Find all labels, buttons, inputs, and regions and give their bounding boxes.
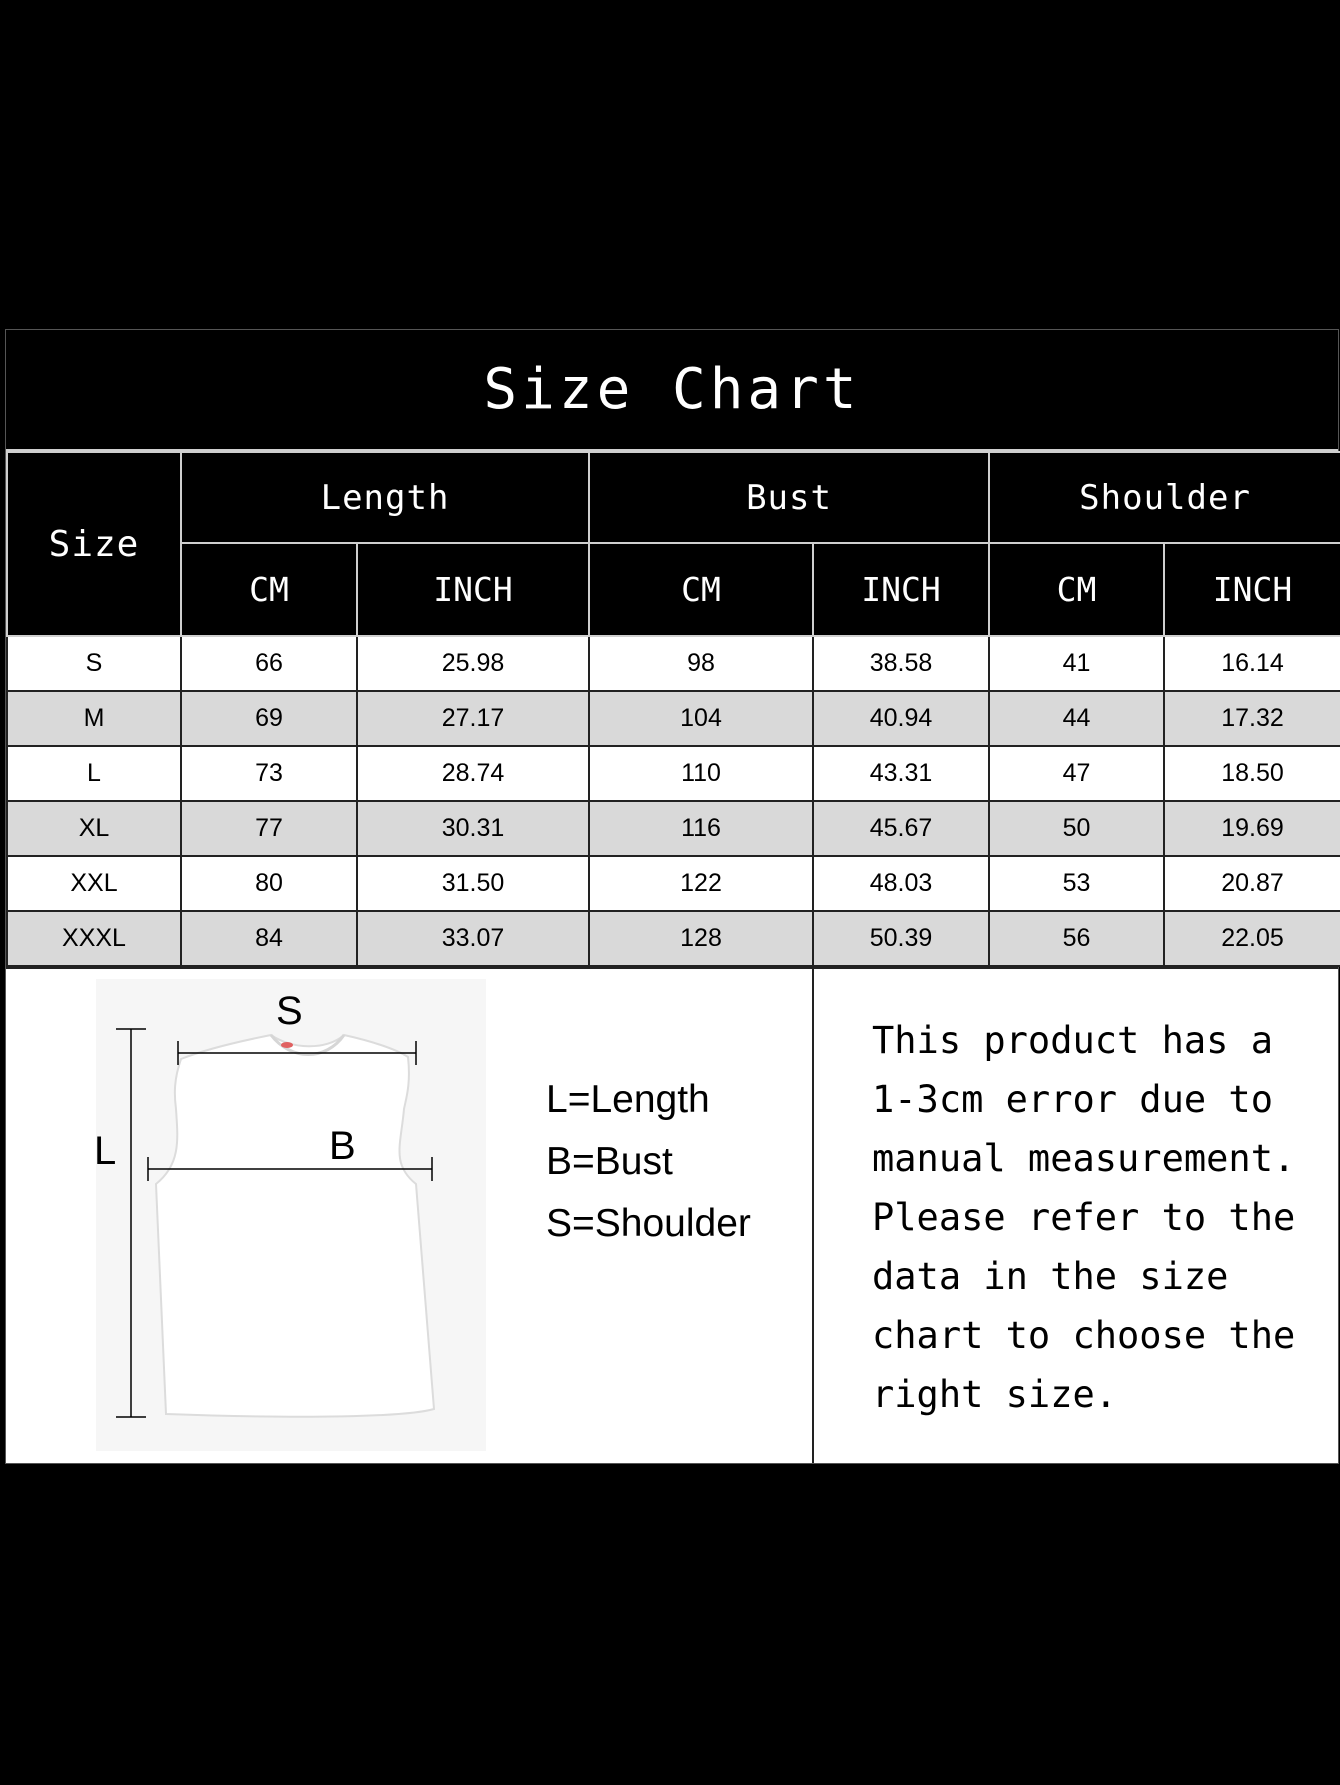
length-cm-cell: 80 bbox=[181, 856, 357, 911]
legend bbox=[546, 1069, 751, 1255]
shoulder-inch-cell: 16.14 bbox=[1164, 636, 1340, 691]
bust-inch-cell: 38.58 bbox=[813, 636, 989, 691]
length-inch-header: INCH bbox=[357, 543, 589, 636]
bust-cm-cell: 122 bbox=[589, 856, 813, 911]
shirt-shape bbox=[156, 1035, 434, 1417]
shoulder-cm-cell: 50 bbox=[989, 801, 1164, 856]
length-cm-cell: 77 bbox=[181, 801, 357, 856]
bust-label: B bbox=[329, 1124, 356, 1168]
shoulder-header: Shoulder bbox=[989, 452, 1340, 543]
length-inch-cell: 33.07 bbox=[357, 911, 589, 966]
length-inch-cell: 25.98 bbox=[357, 636, 589, 691]
shoulder-inch-cell: 22.05 bbox=[1164, 911, 1340, 966]
legend-length: L=Length bbox=[546, 1078, 710, 1121]
shoulder-inch-cell: 19.69 bbox=[1164, 801, 1340, 856]
chart-title: Size Chart bbox=[6, 330, 1338, 451]
length-header: Length bbox=[181, 452, 589, 543]
shoulder-cm-cell: 41 bbox=[989, 636, 1164, 691]
note-panel bbox=[814, 969, 1338, 1463]
shoulder-cm-cell: 44 bbox=[989, 691, 1164, 746]
bust-inch-cell: 50.39 bbox=[813, 911, 989, 966]
measurement-note: This product has a 1-3cm error due to manual measurement. Please refer to the data in the size chart to choose the right size. bbox=[872, 1019, 1296, 1416]
length-inch-cell: 30.31 bbox=[357, 801, 589, 856]
length-cm-cell: 69 bbox=[181, 691, 357, 746]
table-row bbox=[7, 636, 1340, 691]
shoulder-cm-header: CM bbox=[989, 543, 1164, 636]
bust-inch-cell: 43.31 bbox=[813, 746, 989, 801]
bust-inch-cell: 40.94 bbox=[813, 691, 989, 746]
size-cell: XL bbox=[7, 801, 181, 856]
size-chart bbox=[5, 329, 1339, 1464]
bust-header: Bust bbox=[589, 452, 989, 543]
length-cm-header: CM bbox=[181, 543, 357, 636]
bust-inch-cell: 48.03 bbox=[813, 856, 989, 911]
length-inch-cell: 27.17 bbox=[357, 691, 589, 746]
table-row bbox=[7, 911, 1340, 966]
table-row bbox=[7, 856, 1340, 911]
bust-cm-cell: 116 bbox=[589, 801, 813, 856]
bust-cm-cell: 104 bbox=[589, 691, 813, 746]
info-section bbox=[6, 967, 1338, 1463]
shoulder-inch-cell: 17.32 bbox=[1164, 691, 1340, 746]
shoulder-inch-cell: 20.87 bbox=[1164, 856, 1340, 911]
size-cell: M bbox=[7, 691, 181, 746]
bust-cm-cell: 98 bbox=[589, 636, 813, 691]
shoulder-inch-header: INCH bbox=[1164, 543, 1340, 636]
legend-shoulder: S=Shoulder bbox=[546, 1202, 751, 1245]
table-row bbox=[7, 691, 1340, 746]
table-row bbox=[7, 746, 1340, 801]
bust-cm-cell: 110 bbox=[589, 746, 813, 801]
bust-cm-cell: 128 bbox=[589, 911, 813, 966]
size-cell: L bbox=[7, 746, 181, 801]
table-row bbox=[7, 801, 1340, 856]
shoulder-cm-cell: 53 bbox=[989, 856, 1164, 911]
shoulder-inch-cell: 18.50 bbox=[1164, 746, 1340, 801]
length-inch-cell: 28.74 bbox=[357, 746, 589, 801]
length-cm-cell: 84 bbox=[181, 911, 357, 966]
length-inch-cell: 31.50 bbox=[357, 856, 589, 911]
tag-mark bbox=[281, 1042, 293, 1048]
length-cm-cell: 66 bbox=[181, 636, 357, 691]
shoulder-cm-cell: 47 bbox=[989, 746, 1164, 801]
size-table bbox=[6, 451, 1340, 967]
measurement-diagram bbox=[6, 969, 814, 1463]
shoulder-label: S bbox=[276, 989, 303, 1033]
size-cell: S bbox=[7, 636, 181, 691]
shoulder-cm-cell: 56 bbox=[989, 911, 1164, 966]
legend-bust: B=Bust bbox=[546, 1140, 673, 1183]
bust-inch-cell: 45.67 bbox=[813, 801, 989, 856]
bust-cm-header: CM bbox=[589, 543, 813, 636]
size-header: Size bbox=[7, 452, 181, 636]
bust-inch-header: INCH bbox=[813, 543, 989, 636]
size-cell: XXXL bbox=[7, 911, 181, 966]
length-label: L bbox=[94, 1129, 117, 1173]
size-cell: XXL bbox=[7, 856, 181, 911]
length-cm-cell: 73 bbox=[181, 746, 357, 801]
